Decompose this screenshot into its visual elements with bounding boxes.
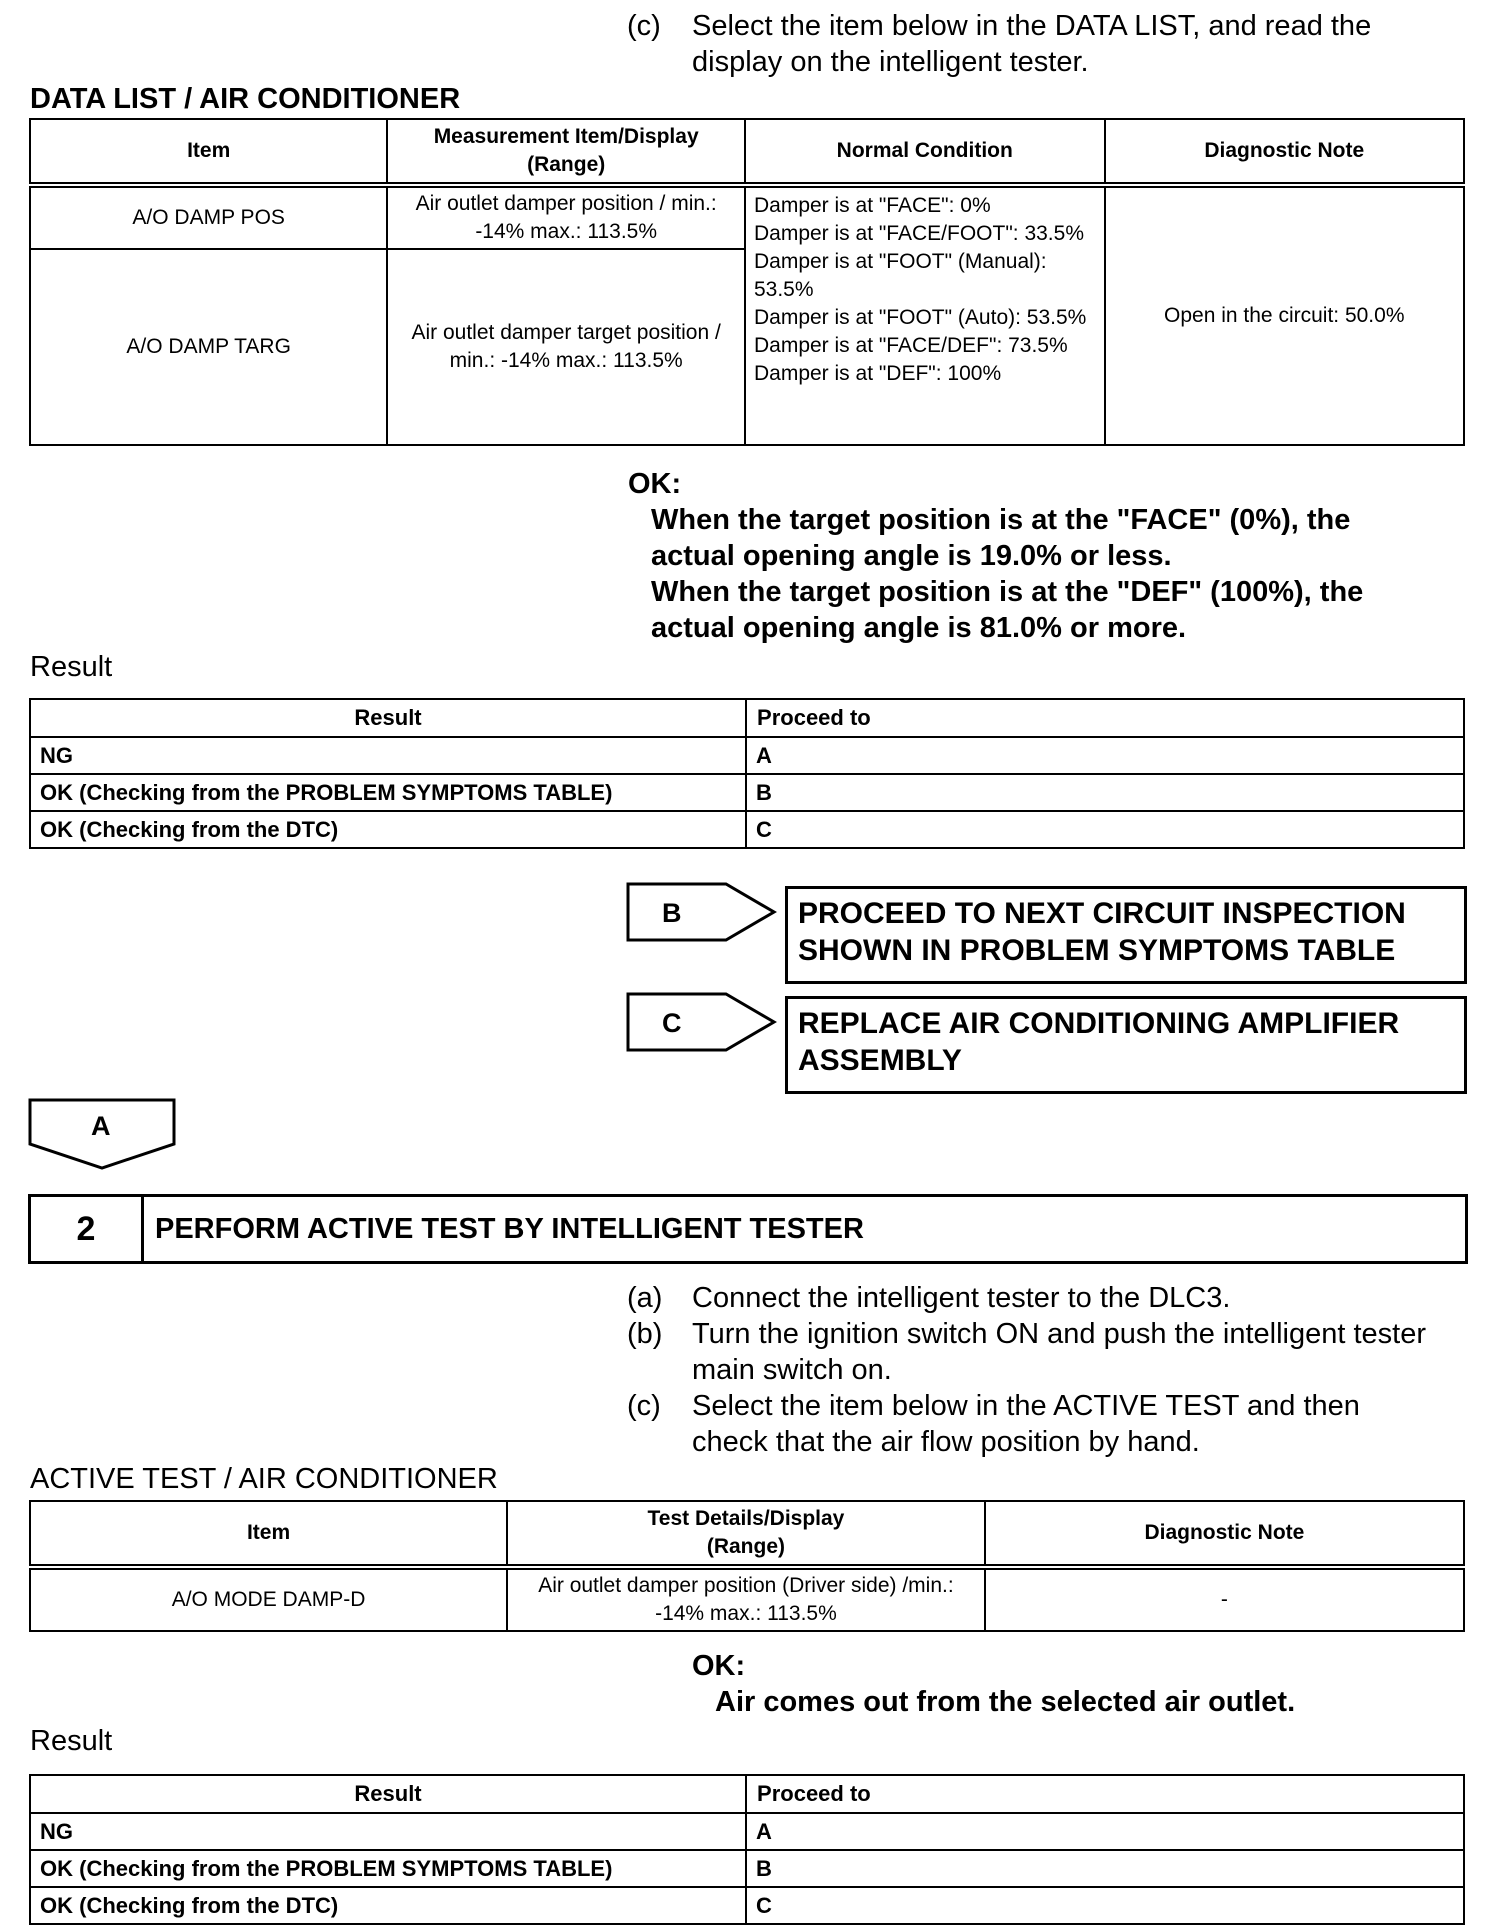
active-test-table	[29, 1500, 1465, 1632]
table-row	[30, 185, 1464, 249]
item-cell: A/O MODE DAMP-D	[30, 1567, 507, 1631]
table-row	[30, 1887, 1464, 1924]
step-label: (c)	[627, 10, 661, 42]
ok-condition-1	[628, 466, 1428, 646]
section-title: PERFORM ACTIVE TEST BY INTELLIGENT TESTER	[155, 1212, 864, 1245]
result-title-1: Result	[30, 651, 113, 683]
ok-label: OK:	[628, 468, 682, 500]
data-list-title: DATA LIST / AIR CONDITIONER	[30, 83, 461, 115]
instruction-step-c-top	[627, 8, 1447, 82]
instruction-step-b	[627, 1316, 1447, 1388]
column-header-proceed: Proceed to	[746, 699, 1464, 737]
item-cell: A/O DAMP POS	[30, 185, 387, 249]
branch-label: C	[662, 1008, 682, 1038]
normal-condition-line: Damper is at "FACE": 0%	[753, 194, 991, 217]
diagnostic-note-cell: Open in the circuit: 50.0%	[1105, 185, 1464, 445]
step-text: Turn the ignition switch ON and push the intelligent tester main switch on.	[692, 1318, 1426, 1386]
result-table-2	[29, 1774, 1465, 1925]
normal-condition-line: Damper is at "DEF": 100%	[753, 362, 1002, 385]
proceed-cell: C	[746, 811, 1464, 848]
instruction-step-c	[627, 1388, 1447, 1460]
branch-label: B	[662, 898, 682, 928]
step-text: Select the item below in the ACTIVE TEST and then check that the air flow position by hand.	[692, 1390, 1360, 1458]
ok-condition-2	[692, 1648, 1452, 1720]
measurement-cell: Air outlet damper target position / min.: -14% max.: 113.5%	[387, 249, 745, 445]
measurement-cell: Air outlet damper position / min.: -14% max.: 113.5%	[387, 185, 745, 249]
column-header-diagnostic-note: Diagnostic Note	[985, 1501, 1464, 1567]
ok-text: Air comes out from the selected air outlet.	[715, 1686, 1296, 1718]
step-text: Connect the intelligent tester to the DLC3.	[692, 1282, 1231, 1314]
step-label: (a)	[627, 1282, 663, 1314]
proceed-cell: B	[746, 774, 1464, 811]
normal-condition-line: Damper is at "FACE/DEF": 73.5%	[753, 334, 1068, 357]
action-text: REPLACE AIR CONDITIONING AMPLIFIER ASSEMBLY	[798, 1007, 1400, 1077]
proceed-cell: A	[746, 1813, 1464, 1850]
step-label: (b)	[627, 1318, 663, 1350]
ok-label: OK:	[692, 1650, 746, 1682]
column-header-item: Item	[30, 1501, 507, 1567]
normal-condition-cell	[745, 185, 1105, 445]
data-list-table	[29, 118, 1465, 446]
column-header-measurement: Measurement Item/Display (Range)	[387, 119, 745, 185]
table-row	[30, 1567, 1464, 1631]
table-row	[30, 737, 1464, 774]
section-number: 2	[31, 1197, 144, 1261]
step-label: (c)	[627, 1390, 661, 1422]
result-title-2: Result	[30, 1725, 113, 1757]
proceed-cell: A	[746, 737, 1464, 774]
result-table-1	[29, 698, 1465, 849]
next-arrow-a	[28, 1098, 178, 1170]
table-row	[30, 774, 1464, 811]
action-box-c	[785, 996, 1467, 1094]
column-header-proceed: Proceed to	[746, 1775, 1464, 1813]
result-cell: OK (Checking from the PROBLEM SYMPTOMS TABLE)	[30, 774, 746, 811]
active-test-title: ACTIVE TEST / AIR CONDITIONER	[30, 1463, 498, 1495]
normal-condition-line: Damper is at "FOOT" (Auto): 53.5%	[753, 306, 1087, 329]
ok-text: When the target position is at the "FACE" (0%), the actual opening angle is 19.0% or less.	[651, 504, 1351, 572]
result-cell: OK (Checking from the PROBLEM SYMPTOMS TABLE)	[30, 1850, 746, 1887]
table-row	[30, 1850, 1464, 1887]
step-text: Select the item below in the DATA LIST, and read the display on the intelligent tester.	[692, 10, 1372, 78]
normal-condition-line: Damper is at "FACE/FOOT": 33.5%	[753, 222, 1084, 245]
result-cell: OK (Checking from the DTC)	[30, 811, 746, 848]
column-header-test-details: Test Details/Display (Range)	[507, 1501, 985, 1567]
normal-condition-line: Damper is at "FOOT" (Manual): 53.5%	[753, 250, 1047, 301]
instruction-step-a	[627, 1280, 1447, 1316]
result-cell: NG	[30, 1813, 746, 1850]
column-header-result: Result	[30, 699, 746, 737]
table-row	[30, 1813, 1464, 1850]
proceed-cell: C	[746, 1887, 1464, 1924]
result-cell: OK (Checking from the DTC)	[30, 1887, 746, 1924]
diagnostic-note-cell: -	[985, 1567, 1464, 1631]
ok-text: When the target position is at the "DEF" (100%), the actual opening angle is 81.0% or more.	[651, 576, 1364, 644]
proceed-cell: B	[746, 1850, 1464, 1887]
column-header-normal-condition: Normal Condition	[745, 119, 1105, 185]
column-header-item: Item	[30, 119, 387, 185]
branch-arrow-c	[626, 992, 778, 1052]
section-header-2	[28, 1194, 1468, 1264]
action-text: PROCEED TO NEXT CIRCUIT INSPECTION SHOWN IN PROBLEM SYMPTOMS TABLE	[798, 897, 1406, 967]
item-cell: A/O DAMP TARG	[30, 249, 387, 445]
next-label: A	[91, 1111, 111, 1141]
column-header-result: Result	[30, 1775, 746, 1813]
result-cell: NG	[30, 737, 746, 774]
branch-arrow-b	[626, 882, 778, 942]
test-details-cell: Air outlet damper position (Driver side) /min.: -14% max.: 113.5%	[507, 1567, 985, 1631]
table-row	[30, 811, 1464, 848]
action-box-b	[785, 886, 1467, 984]
column-header-diagnostic-note: Diagnostic Note	[1105, 119, 1464, 185]
